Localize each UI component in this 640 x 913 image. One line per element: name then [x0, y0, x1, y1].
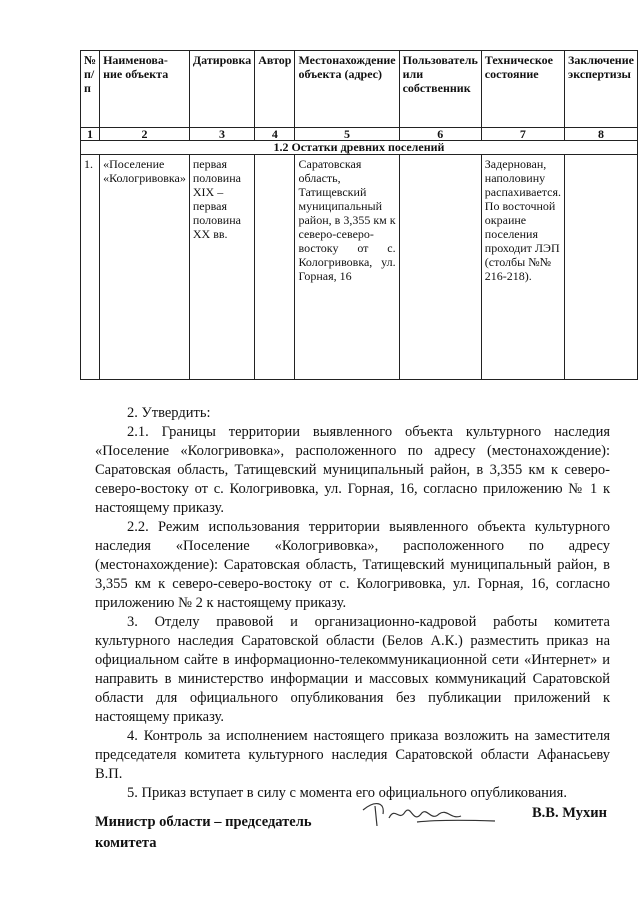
column-number: 7 — [481, 128, 564, 141]
header-expertise: Заключение экспертизы — [565, 51, 638, 128]
column-number: 6 — [399, 128, 481, 141]
header-author: Автор — [255, 51, 295, 128]
row-expertise — [565, 155, 638, 380]
order-body — [95, 404, 610, 803]
row-condition: Задернован, наполовину распахивается. По восточной окраине поселения проходит ЛЭП (столбы №№ 216-218). — [481, 155, 564, 380]
column-number: 1 — [81, 128, 100, 141]
paragraph-approve: 2. Утвердить: — [127, 405, 211, 421]
header-num: № п/п — [81, 51, 100, 128]
position-line-1: Министр области – председатель — [95, 814, 312, 830]
header-condition: Техническое состояние — [481, 51, 564, 128]
signatory-position — [95, 812, 312, 854]
paragraph-5: 5. Приказ вступает в силу с момента его официального опубликования. — [127, 785, 567, 801]
column-number: 8 — [565, 128, 638, 141]
row-name: «Поселение «Кологривовка» — [100, 155, 190, 380]
row-date: первая половина XIX – первая половина XX вв. — [189, 155, 254, 380]
header-name: Наименова-ние объекта — [100, 51, 190, 128]
row-owner — [399, 155, 481, 380]
row-author — [255, 155, 295, 380]
paragraph-3: 3. Отделу правовой и организационно-кадровой работы комитета культурного наследия Саратовской области (Белов А.К.) разместить приказ на официальном сайте в информационно-телекоммуникационной сети «Интернет» и направить в министерство информации и массовых коммуникаций Саратовской области для официального опубликования без публикации приложений к настоящему приказу. — [95, 614, 610, 725]
column-number: 2 — [100, 128, 190, 141]
column-number: 5 — [295, 128, 399, 141]
row-num: 1. — [81, 155, 100, 380]
handwritten-signature — [355, 792, 505, 832]
heritage-objects-table — [80, 50, 638, 380]
header-date: Датировка — [189, 51, 254, 128]
paragraph-4: 4. Контроль за исполнением настоящего приказа возложить на заместителя председателя комитета культурного наследия Саратовской области Афанасьеву В.П. — [95, 728, 610, 782]
table-row — [81, 155, 638, 380]
column-number: 4 — [255, 128, 295, 141]
paragraph-2-1: 2.1. Границы территории выявленного объекта культурного наследия «Поселение «Кологривовка», расположенного по адресу (местонахождение): Саратовская область, Татищевский муниципальный район, в 3,355 км к северо-северо-востоку от с. Кологривовка, ул. Горная, 16, согласно приложению № 1 к настоящему приказу. — [95, 424, 610, 516]
header-owner: Пользователь или собственник — [399, 51, 481, 128]
signatory-name: В.В. Мухин — [532, 805, 607, 821]
paragraph-2-2: 2.2. Режим использования территории выявленного объекта культурного наследия «Поселение «Кологривовка», расположенного по адресу (местонахождение): Саратовская область, Татищевский муниципальный район, в 3,355 км к северо-северо-востоку от с. Кологривовка, ул. Горная, 16, согласно приложению № 2 к настоящему приказу. — [95, 519, 610, 611]
header-address: Местонахождение объекта (адрес) — [295, 51, 399, 128]
section-title: 1.2 Остатки древних поселений — [81, 141, 638, 155]
row-address: Саратовская область, Татищевский муниципальный район, в 3,355 км к северо-северо-востоку от с. Кологривовка, ул. Горная, 16 — [295, 155, 399, 380]
column-number: 3 — [189, 128, 254, 141]
position-line-2: комитета — [95, 835, 157, 851]
